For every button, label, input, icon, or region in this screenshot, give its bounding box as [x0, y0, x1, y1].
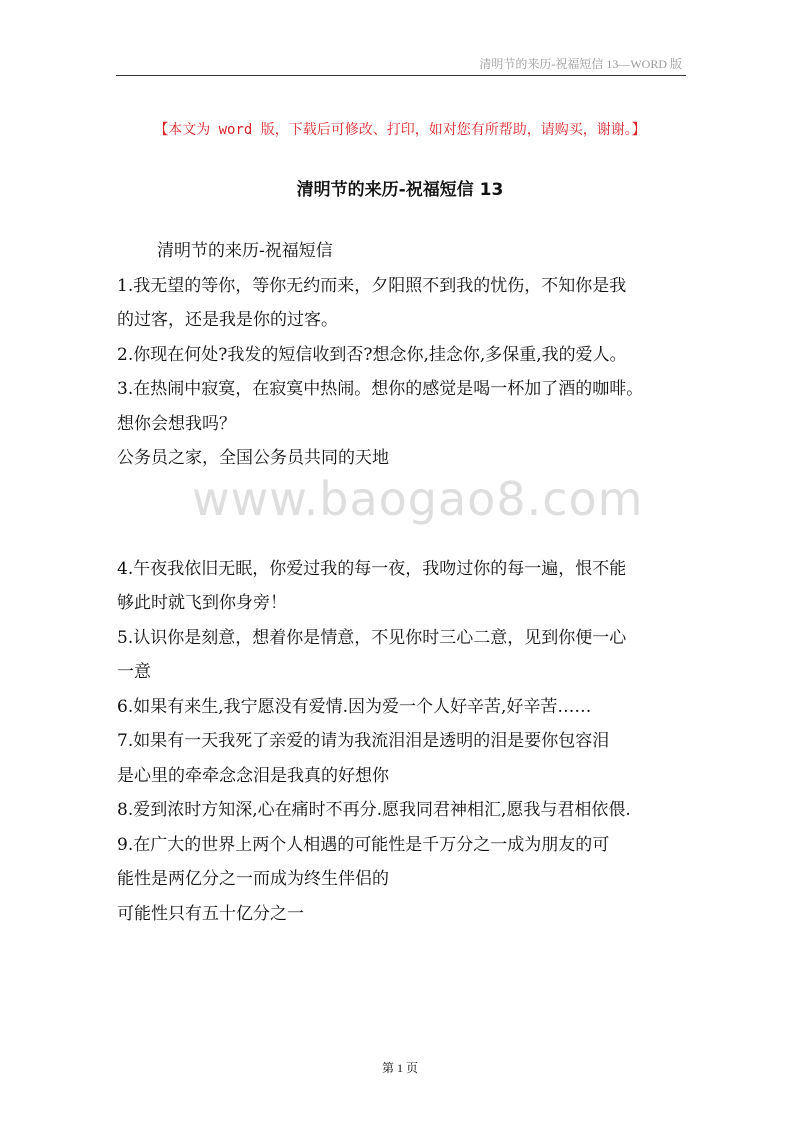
body-line: 4.午夜我依旧无眠，你爱过我的每一夜，我吻过你的每一遍，恨不能 [117, 558, 627, 579]
watermark-row [117, 471, 687, 552]
document-title: 清明节的来历-祝福短信 13 [296, 180, 504, 200]
body-line: 想你会想我吗？ [117, 413, 236, 434]
running-header: 清明节的来历-祝福短信 13—WORD 版 [479, 57, 682, 71]
body-subtitle: 清明节的来历-祝福短信 [157, 241, 333, 261]
document-body [117, 234, 687, 931]
body-line: 公务员之家，全国公务员共同的天地 [117, 448, 389, 468]
body-line: 够此时就飞到你身旁！ [117, 593, 287, 613]
body-line: 的过客，还是我是你的过客。 [117, 310, 338, 330]
body-line: 7.如果有一天我死了亲爱的请为我流泪泪是透明的泪是要你包容泪 [117, 731, 610, 751]
body-line: 6.如果有来生,我宁愿没有爱情.因为爱一个人好辛苦,好辛苦…… [117, 696, 592, 717]
body-line: 8.爱到浓时方知深,心在痛时不再分.愿我同君神相汇,愿我与君相依偎. [117, 800, 631, 820]
body-line: 是心里的牵牵念念泪是我真的好想你 [117, 765, 389, 786]
header-divider [116, 75, 686, 76]
watermark-text: www.baogao8.com [192, 471, 644, 526]
page-number: 第 1 页 [381, 1061, 418, 1075]
body-line: 可能性只有五十亿分之一 [117, 903, 304, 924]
body-line: 2.你现在何处?我发的短信收到否?想念你,挂念你,多保重,我的爱人。 [117, 344, 627, 365]
body-line: 1.我无望的等你，等你无约而来，夕阳照不到我的忧伤，不知你是我 [117, 275, 627, 296]
download-notice: 【本文为 word 版，下载后可修改、打印，如对您有所帮助，请购买，谢谢。】 [154, 122, 646, 138]
body-line: 一意 [117, 662, 151, 682]
body-line: 能性是两亿分之一而成为终生伴侣的 [117, 869, 389, 889]
body-line: 5.认识你是刻意，想着你是情意，不见你时三心二意，见到你便一心 [117, 627, 627, 648]
body-line: 3.在热闹中寂寞，在寂寞中热闹。想你的感觉是喝一杯加了酒的咖啡。 [117, 379, 644, 399]
body-line: 9.在广大的世界上两个人相遇的可能性是千万分之一成为朋友的可 [117, 834, 610, 855]
